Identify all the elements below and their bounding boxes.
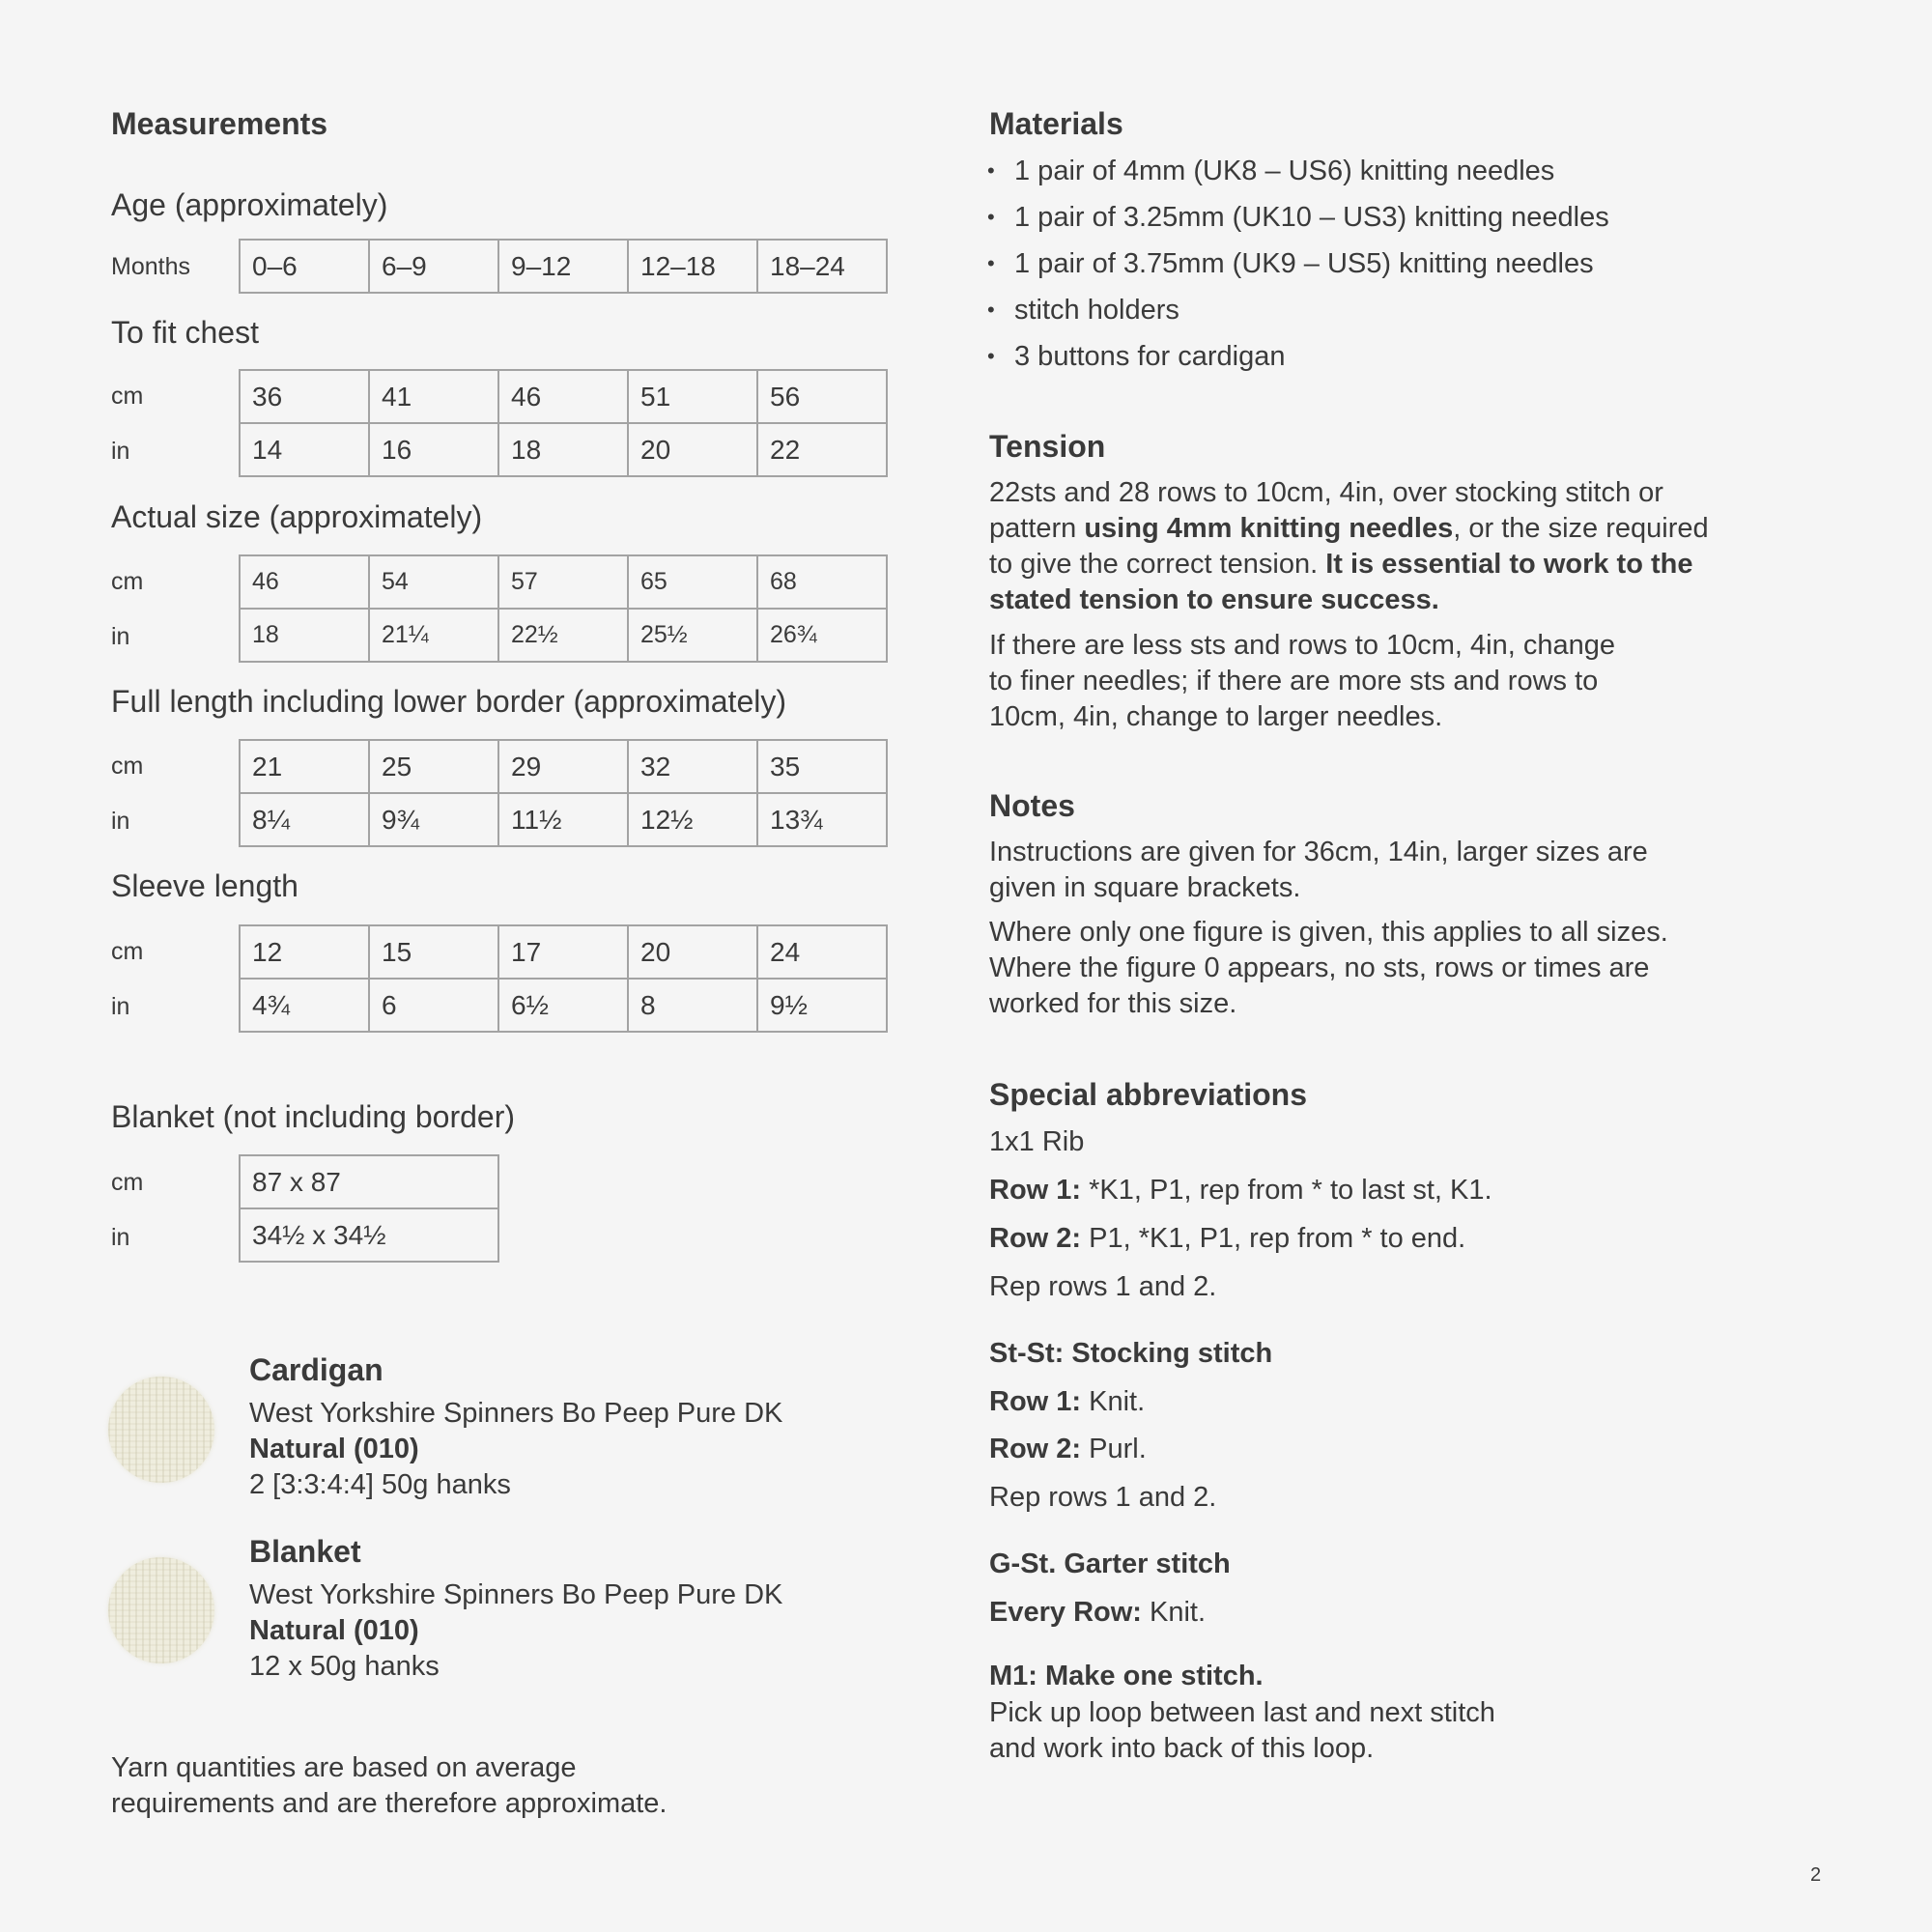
table-cell: 24 bbox=[757, 925, 887, 979]
table-cell: 0–6 bbox=[240, 240, 369, 293]
stst-row-1 bbox=[989, 1386, 1145, 1418]
table-cell: 12 bbox=[240, 925, 369, 979]
yarn-title: Cardigan bbox=[249, 1352, 384, 1387]
tension-title: Tension bbox=[989, 429, 1106, 464]
material-text: 1 pair of 3.75mm (UK9 – US5) knitting needles bbox=[1014, 248, 1594, 279]
material-text: 1 pair of 4mm (UK8 – US6) knitting needles bbox=[1014, 156, 1555, 186]
yarn-swatch-natural bbox=[108, 1377, 214, 1483]
age-heading bbox=[111, 187, 387, 223]
row-label-in: in bbox=[111, 1224, 130, 1251]
yarn-block-blanket bbox=[249, 1534, 782, 1685]
blanket-heading-bold: Blanket bbox=[111, 1099, 214, 1134]
text-line: and work into back of this loop. bbox=[989, 1733, 1375, 1764]
row-label-cm: cm bbox=[111, 1169, 144, 1196]
table-cell: 13¾ bbox=[757, 793, 887, 846]
row-label-cm: cm bbox=[111, 938, 144, 965]
row-text: Knit. bbox=[1141, 1597, 1207, 1628]
table-cell: 21 bbox=[240, 740, 369, 793]
row-label-cm: cm bbox=[111, 383, 144, 410]
row-label: Row 1: bbox=[989, 1386, 1082, 1417]
text-line bbox=[989, 511, 1781, 547]
yarn-quantity: 12 x 50g hanks bbox=[249, 1651, 440, 1682]
table-cell: 14 bbox=[240, 423, 369, 476]
table-row bbox=[240, 609, 887, 662]
age-heading-bold: Age bbox=[111, 187, 166, 222]
bullet-icon: • bbox=[987, 205, 995, 229]
table-cell: 17 bbox=[498, 925, 628, 979]
material-text: 3 buttons for cardigan bbox=[1014, 341, 1286, 372]
table-row bbox=[240, 555, 887, 609]
rib-repeat: Rep rows 1 and 2. bbox=[989, 1271, 1217, 1302]
table-row bbox=[240, 370, 887, 423]
text-line: to finer needles; if there are more sts and rows to bbox=[989, 666, 1599, 696]
table-cell: 46 bbox=[240, 555, 369, 609]
material-text: stitch holders bbox=[1014, 295, 1179, 326]
table-cell: 68 bbox=[757, 555, 887, 609]
row-label: Every Row: bbox=[989, 1597, 1142, 1628]
table-cell: 20 bbox=[628, 925, 757, 979]
table-cell: 57 bbox=[498, 555, 628, 609]
text-line: worked for this size. bbox=[989, 988, 1237, 1019]
gst-row bbox=[989, 1597, 1206, 1629]
table-cell: 26¾ bbox=[757, 609, 887, 662]
row-text: Purl. bbox=[1081, 1434, 1147, 1464]
abbreviations-title: Special abbreviations bbox=[989, 1077, 1308, 1112]
table-cell: 15 bbox=[369, 925, 498, 979]
text-line: given in square brackets. bbox=[989, 872, 1301, 903]
table-row bbox=[240, 240, 887, 293]
age-table bbox=[239, 239, 888, 294]
blanket-heading bbox=[111, 1099, 515, 1135]
table-cell: 16 bbox=[369, 423, 498, 476]
table-row bbox=[240, 979, 887, 1032]
text-line: Where the figure 0 appears, no sts, rows or times are bbox=[989, 952, 1650, 983]
table-cell: 4¾ bbox=[240, 979, 369, 1032]
table-cell: 54 bbox=[369, 555, 498, 609]
m1-title: M1: Make one stitch. bbox=[989, 1661, 1264, 1691]
text-line: 10cm, 4in, change to larger needles. bbox=[989, 701, 1443, 732]
rib-row-1 bbox=[989, 1175, 1492, 1207]
actual-size-heading-bold: Actual size bbox=[111, 499, 261, 534]
table-cell: 25 bbox=[369, 740, 498, 793]
table-cell: 18 bbox=[498, 423, 628, 476]
full-length-heading-note: (approximately) bbox=[564, 684, 786, 719]
table-cell: 32 bbox=[628, 740, 757, 793]
stst-repeat: Rep rows 1 and 2. bbox=[989, 1482, 1217, 1513]
list-item bbox=[987, 287, 1609, 333]
table-cell: 35 bbox=[757, 740, 887, 793]
yarn-shade: Natural (010) bbox=[249, 1615, 419, 1646]
row-label-cm: cm bbox=[111, 753, 144, 780]
blanket-table bbox=[239, 1154, 499, 1263]
table-cell: 9½ bbox=[757, 979, 887, 1032]
row-text: *K1, P1, rep from * to last st, K1. bbox=[1081, 1175, 1492, 1206]
sleeve-heading: Sleeve length bbox=[111, 868, 298, 903]
yarn-note bbox=[111, 1750, 667, 1822]
table-cell: 51 bbox=[628, 370, 757, 423]
yarn-note-line: Yarn quantities are based on average bbox=[111, 1752, 577, 1783]
yarn-swatch-natural bbox=[108, 1557, 214, 1663]
table-cell: 8¼ bbox=[240, 793, 369, 846]
text-span: 22sts and 28 rows to 10cm, 4in, over stocking stitch or bbox=[989, 477, 1663, 508]
bullet-icon: • bbox=[987, 158, 995, 183]
emphasis-text: It is essential to work to the bbox=[1325, 549, 1693, 580]
list-item bbox=[987, 194, 1609, 241]
table-cell: 29 bbox=[498, 740, 628, 793]
table-cell: 21¼ bbox=[369, 609, 498, 662]
gst-title: G-St. Garter stitch bbox=[989, 1548, 1231, 1579]
text-line: If there are less sts and rows to 10cm, 4in, change bbox=[989, 630, 1615, 661]
table-cell: 65 bbox=[628, 555, 757, 609]
table-cell: 6–9 bbox=[369, 240, 498, 293]
notes-paragraph-1 bbox=[989, 835, 1648, 906]
stst-row-2 bbox=[989, 1434, 1147, 1465]
emphasis-text: using 4mm knitting needles bbox=[1084, 513, 1454, 544]
table-cell: 18–24 bbox=[757, 240, 887, 293]
actual-size-heading-note: (approximately) bbox=[260, 499, 483, 534]
table-row bbox=[240, 740, 887, 793]
yarn-title: Blanket bbox=[249, 1534, 361, 1569]
age-heading-note: (approximately) bbox=[165, 187, 388, 222]
table-cell: 9–12 bbox=[498, 240, 628, 293]
row-label: Row 2: bbox=[989, 1434, 1082, 1464]
notes-title: Notes bbox=[989, 788, 1075, 823]
yarn-note-line: requirements and are therefore approximate. bbox=[111, 1788, 668, 1819]
yarn-block-cardigan bbox=[249, 1352, 782, 1503]
row-text: P1, *K1, P1, rep from * to end. bbox=[1081, 1223, 1466, 1254]
months-label: Months bbox=[111, 253, 190, 280]
table-row bbox=[240, 925, 887, 979]
table-cell: 12–18 bbox=[628, 240, 757, 293]
text-line bbox=[989, 547, 1781, 582]
table-cell: 22½ bbox=[498, 609, 628, 662]
measurements-title: Measurements bbox=[111, 106, 328, 141]
yarn-name: West Yorkshire Spinners Bo Peep Pure DK bbox=[249, 1579, 783, 1610]
full-length-heading bbox=[111, 684, 786, 720]
rib-title: 1x1 Rib bbox=[989, 1126, 1085, 1157]
bullet-icon: • bbox=[987, 251, 995, 275]
row-label-in: in bbox=[111, 623, 130, 650]
text-line: Pick up loop between last and next stitch bbox=[989, 1697, 1495, 1728]
materials-title: Materials bbox=[989, 106, 1123, 141]
list-item bbox=[987, 148, 1609, 194]
row-label: Row 1: bbox=[989, 1175, 1082, 1206]
rib-row-2 bbox=[989, 1223, 1465, 1255]
table-cell: 6 bbox=[369, 979, 498, 1032]
sleeve-table bbox=[239, 924, 888, 1033]
table-cell: 41 bbox=[369, 370, 498, 423]
table-cell: 6½ bbox=[498, 979, 628, 1032]
row-label-in: in bbox=[111, 808, 130, 835]
page-number: 2 bbox=[1810, 1864, 1822, 1886]
table-cell: 12½ bbox=[628, 793, 757, 846]
text-span: to give the correct tension. bbox=[989, 549, 1326, 580]
table-cell: 46 bbox=[498, 370, 628, 423]
tension-paragraph-2 bbox=[989, 628, 1615, 735]
row-label: Row 2: bbox=[989, 1223, 1082, 1254]
table-cell: 87 x 87 bbox=[240, 1155, 498, 1208]
yarn-name: West Yorkshire Spinners Bo Peep Pure DK bbox=[249, 1398, 783, 1429]
text-line: Instructions are given for 36cm, 14in, larger sizes are bbox=[989, 837, 1648, 867]
text-line bbox=[989, 475, 1781, 511]
table-row bbox=[240, 793, 887, 846]
actual-size-heading bbox=[111, 499, 482, 535]
row-label-in: in bbox=[111, 438, 130, 465]
text-line bbox=[989, 582, 1781, 618]
table-row bbox=[240, 1208, 498, 1262]
full-length-heading-bold: Full length including lower border bbox=[111, 684, 565, 719]
yarn-shade: Natural (010) bbox=[249, 1434, 419, 1464]
m1-description bbox=[989, 1695, 1495, 1767]
bullet-icon: • bbox=[987, 344, 995, 368]
row-label-cm: cm bbox=[111, 568, 144, 595]
table-cell: 36 bbox=[240, 370, 369, 423]
material-text: 1 pair of 3.25mm (UK10 – US3) knitting needles bbox=[1014, 202, 1609, 233]
table-cell: 34½ x 34½ bbox=[240, 1208, 498, 1262]
table-cell: 20 bbox=[628, 423, 757, 476]
table-cell: 9¾ bbox=[369, 793, 498, 846]
table-row bbox=[240, 423, 887, 476]
materials-list bbox=[987, 148, 1609, 380]
actual-size-table bbox=[239, 554, 888, 663]
table-cell: 25½ bbox=[628, 609, 757, 662]
stst-title: St-St: Stocking stitch bbox=[989, 1338, 1273, 1369]
tension-paragraph bbox=[989, 475, 1781, 618]
table-row bbox=[240, 1155, 498, 1208]
bullet-icon: • bbox=[987, 298, 995, 322]
row-label-in: in bbox=[111, 993, 130, 1020]
list-item bbox=[987, 333, 1609, 380]
table-cell: 18 bbox=[240, 609, 369, 662]
table-cell: 56 bbox=[757, 370, 887, 423]
yarn-quantity: 2 [3:3:4:4] 50g hanks bbox=[249, 1469, 511, 1500]
notes-paragraph-2 bbox=[989, 915, 1668, 1022]
table-cell: 8 bbox=[628, 979, 757, 1032]
emphasis-text: stated tension to ensure success. bbox=[989, 584, 1439, 615]
text-span: pattern bbox=[989, 513, 1085, 544]
full-length-table bbox=[239, 739, 888, 847]
text-line: Where only one figure is given, this applies to all sizes. bbox=[989, 917, 1668, 948]
table-cell: 11½ bbox=[498, 793, 628, 846]
chest-table bbox=[239, 369, 888, 477]
chest-heading: To fit chest bbox=[111, 315, 259, 350]
blanket-heading-note: (not including border) bbox=[213, 1099, 516, 1134]
list-item bbox=[987, 241, 1609, 287]
row-text: Knit. bbox=[1081, 1386, 1146, 1417]
text-span: , or the size required bbox=[1453, 513, 1709, 544]
table-cell: 22 bbox=[757, 423, 887, 476]
